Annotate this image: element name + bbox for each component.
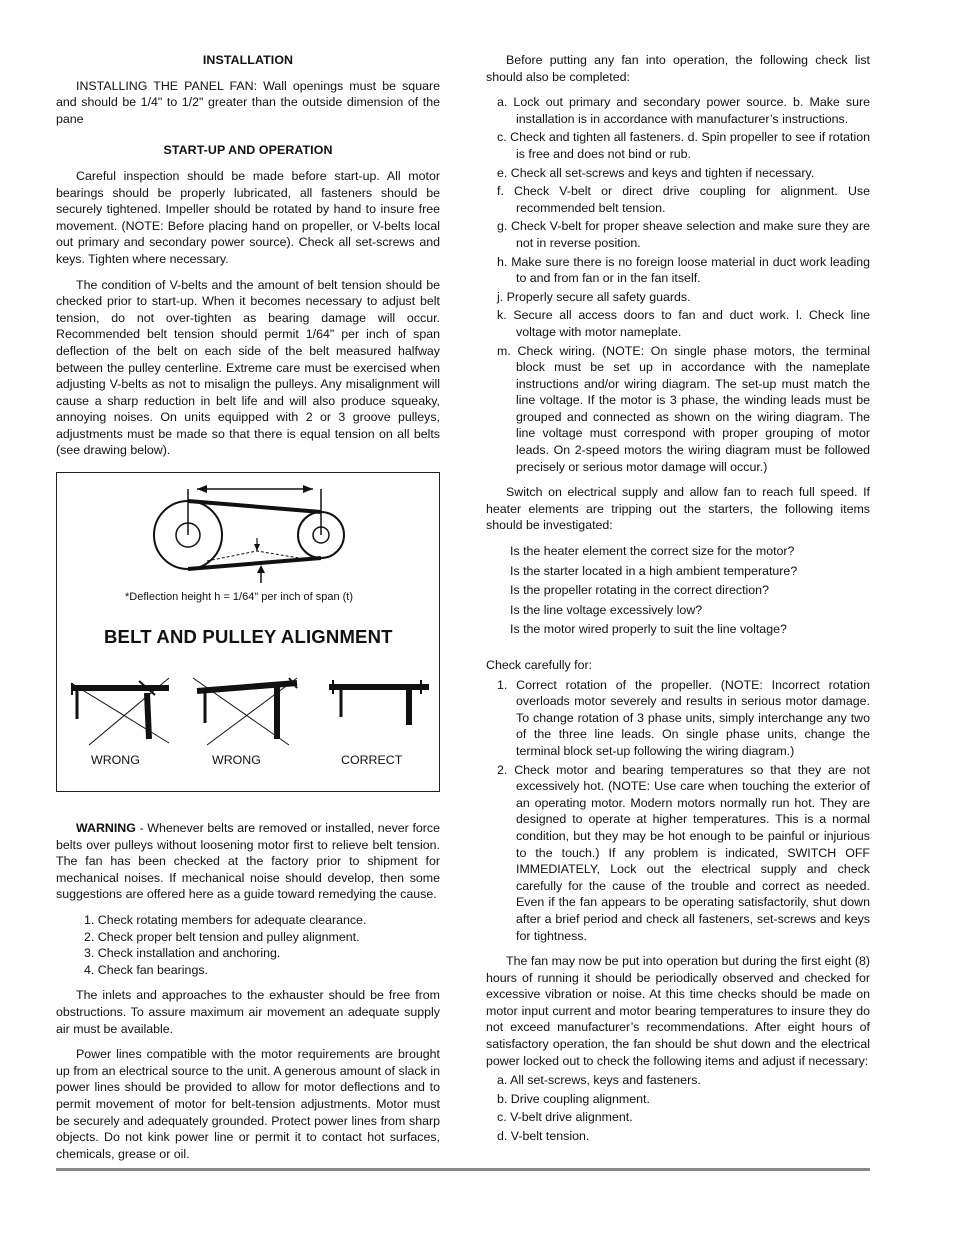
inlets-paragraph: The inlets and approaches to the exhauster should be free from obstructions. To assure maximum air movement an adequate supply air must be available. [56, 988, 440, 1036]
list-item: 1. Check rotating members for adequate clearance. [84, 912, 367, 927]
careful-items-list [486, 677, 870, 945]
list-item: m. Check wiring. (NOTE: On single phase motors, the terminal block must be set up in accordance with the nameplate instructions and/or wiring diagram. The set-up must match the line voltage. If the motor is 3 phase, the winding leads must be grouped and connected as shown on the wiring diagram. The line voltage must correspond with proper grouping of motor leads. On 2-speed motors the wiring diagram must be followed precisely or serious motor damage will occur.) [497, 343, 870, 474]
list-item: Is the starter located in a high ambient temperature? [510, 563, 798, 578]
questions-list [510, 543, 870, 638]
startup-paragraph-1: Careful inspection should be made before start-up. All motor bearings should be properly lubricated, all fasteners should be securely tightened. Impeller should be rotated by hand to insure free movement. (NOTE: Before placing hand on propeller, or V-belts local out primary and secondary power source). Check all set-screws and keys. Tighten where necessary. [56, 168, 440, 266]
list-item: 4. Check fan bearings. [84, 962, 208, 977]
list-item: Is the motor wired properly to suit the line voltage? [510, 622, 787, 637]
final-items-list [486, 1072, 870, 1144]
list-item: h. Make sure there is no foreign loose material in duct work leading to and from fan or in the fan itself. [497, 254, 870, 286]
list-item: e. Check all set-screws and keys and tighten if necessary. [497, 165, 815, 180]
list-item: a. All set-screws, keys and fasteners. [497, 1073, 701, 1088]
wrong-label-2: WRONG [212, 753, 261, 767]
wrong-alignment-2 [193, 678, 297, 745]
installation-heading: INSTALLATION [202, 53, 294, 67]
warning-paragraph [56, 820, 440, 903]
list-item: g. Check V-belt for proper sheave selection and make sure they are not in reverse position. [497, 219, 870, 250]
list-item: f. Check V-belt or direct drive coupling for alignment. Use recommended belt tension. [497, 184, 870, 215]
power-lines-paragraph: Power lines compatible with the motor requirements are brought up from an electrical source to the unit. A generous amount of slack in power lines should be provided to allow for motor deflections and to permit movement of motor for belt-tension adjustments. Motor must be securely and adequately grounded. Protect power lines from sharp objects. Do not kink power line or permit it to contact hot surfaces, chemicals, grease or oil. [56, 1047, 440, 1161]
list-item: Is the heater element the correct size for the motor? [510, 544, 795, 559]
checklist-intro: Before putting any fan into operation, the following check list should also be completed: [486, 53, 870, 84]
startup-heading: START-UP AND OPERATION [163, 143, 333, 158]
list-item: 1. Correct rotation of the propeller. (NOTE: Incorrect rotation overloads motor severely and results in serious motor damage. To change rotation of 3 phase units, simply interchange any two of the three line leads. On single phase units, change the terminal block set-up following the wiring diagram.) [497, 677, 870, 758]
noise-checks-list [84, 912, 440, 978]
belt-pulley-figure [56, 472, 440, 792]
right-column [486, 52, 870, 1154]
check-carefully-label: Check carefully for: [486, 658, 593, 672]
list-item: 3. Check installation and anchoring. [84, 946, 281, 961]
installation-text: INSTALLING THE PANEL FAN: Wall openings must be square and should be 1/4" to 1/2" greater than the outside dimension of the pane [56, 78, 440, 126]
left-column-lower [56, 820, 440, 1171]
figure-title: BELT AND PULLEY ALIGNMENT [104, 626, 393, 647]
list-item: b. Drive coupling alignment. [497, 1091, 650, 1106]
list-item: Is the line voltage excessively low? [510, 602, 703, 617]
list-item: j. Properly secure all safety guards. [497, 289, 691, 304]
startup-paragraph-2: The condition of V-belts and the amount of belt tension should be checked prior to start-up. When it becomes necessary to adjust belt tension, do not over-tighten as bearing damage will occur. Recommended belt tension should permit 1/64" per inch of span deflection of the belt on each side of the belt measured halfway between the pulley centerline. Extreme care must be exercised when adjusting V-belts as not to misalign the pulleys. Any misalignment will cause a sharp reduction in belt life and will also produce squeaky, annoying noises. On units equipped with 2 or 3 groove pulleys, adjustments must be made so that there is equal tension on all belts (see drawing below). [56, 277, 440, 458]
list-item: c. Check and tighten all fasteners. d. Spin propeller to see if rotation is free and does not bind or rub. [497, 130, 870, 161]
correct-label: CORRECT [341, 753, 403, 767]
list-item: 2. Check motor and bearing temperatures so that they are not excessively hot. (NOTE: Use care when touching the exterior of an operating motor. Modern motors normally run hot. They are designed to operate at higher temperatures. This is a normal condition, but they may be hot enough to be painful or injurious to the touch.) If any problem is indicated, SWITCH OFF IMMEDIATELY, Lock out the electrical supply and check carefully for the cause of the trouble and correct as needed. Even if the fan appears to be operating satisfactorily, shut down after a brief period and check all fasteners, set-screws and keys for tightness. [497, 762, 870, 943]
switch-paragraph: Switch on electrical supply and allow fan to reach full speed. If heater elements are tripping out the starters, the following items should be investigated: [486, 485, 870, 533]
final-paragraph: The fan may now be put into operation but during the first eight (8) hours of running it should be periodically observed and checked for excessive vibration or noise. At this time checks should be made on motor input current and motor bearing temperatures to insure they do not exceed manufacturer’s recommendations. After eight hours of satisfactory operation, the fan should be shut down and the electrical power locked out to check the following items and adjust if necessary: [486, 954, 870, 1068]
list-item: k. Secure all access doors to fan and duct work. l. Check line voltage with motor nameplate. [497, 308, 870, 339]
warning-label: WARNING [76, 821, 136, 835]
deflection-caption: *Deflection height h = 1/64" per inch of span (t) [125, 591, 354, 603]
list-item: c. V-belt drive alignment. [497, 1110, 633, 1125]
list-item: 2. Check proper belt tension and pulley alignment. [84, 929, 360, 944]
warning-text: - Whenever belts are removed or installed, never force belts over pulleys without loosening motor first to relieve belt tension. The fan has been checked at the factory prior to shipment for mechanical noises. If mechanical noise should develop, then some suggestions are offered here as a guide toward remedying the cause. [56, 821, 440, 902]
footer-rule [56, 1168, 870, 1171]
checklist [486, 94, 870, 475]
wrong-label-1: WRONG [91, 753, 140, 767]
left-column [56, 52, 440, 468]
list-item: a. Lock out primary and secondary power source. b. Make sure installation is in accordance with manufacturer’s instructions. [497, 95, 870, 126]
correct-alignment [329, 680, 429, 725]
wrong-alignment-1 [71, 678, 169, 745]
list-item: Is the propeller rotating in the correct direction? [510, 583, 769, 598]
list-item: d. V-belt tension. [497, 1129, 590, 1144]
